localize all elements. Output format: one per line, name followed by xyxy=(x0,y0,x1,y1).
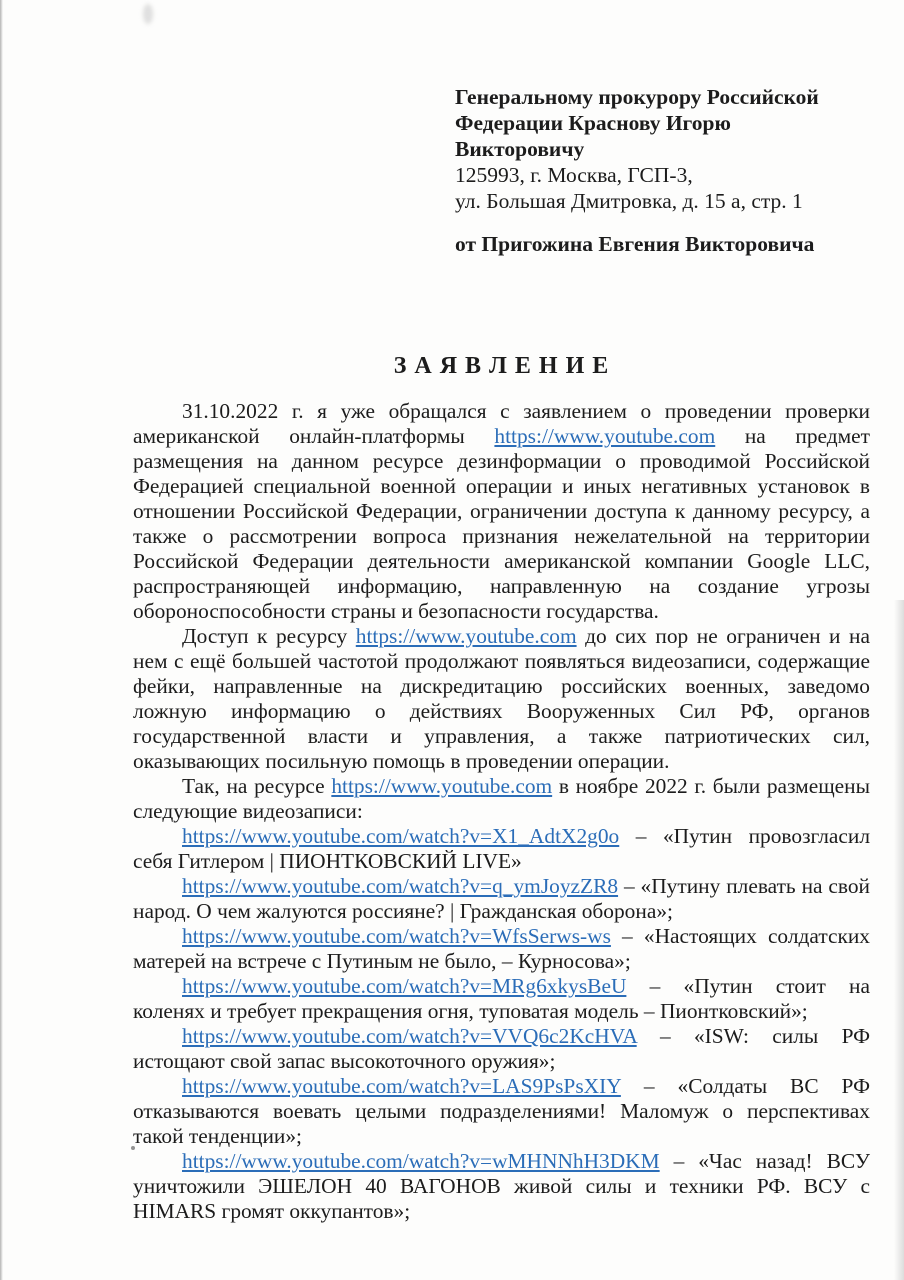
paragraph-1 xyxy=(133,399,870,624)
video-url-link[interactable]: https://www.youtube.com/watch?v=wMHNNhH3DKM xyxy=(182,1149,660,1173)
video-description: – «Путину плевать на свой народ. О чем жалуются россияне? | Гражданская оборона»; xyxy=(133,874,870,923)
youtube-link[interactable]: https://www.youtube.com xyxy=(494,424,716,448)
document-body xyxy=(133,399,870,1224)
video-url-link[interactable]: https://www.youtube.com/watch?v=MRg6xkysBeU xyxy=(182,974,627,998)
recipient-address-line: 125993, г. Москва, ГСП-3, xyxy=(455,163,693,187)
paragraph-3 xyxy=(133,774,870,824)
video-description: – «ISW: силы РФ истощают свой запас высокоточного оружия»; xyxy=(133,1024,870,1073)
recipient-block xyxy=(455,84,895,257)
video-description: – «Солдаты ВС РФ отказываются воевать целыми подразделениями! Маломуж о перспективах такой тенденции»; xyxy=(133,1074,870,1148)
video-item xyxy=(133,1149,870,1224)
video-url-link[interactable]: https://www.youtube.com/watch?v=q_ymJoyzZR8 xyxy=(182,874,619,898)
video-item xyxy=(133,924,870,974)
recipient-address-line: ул. Большая Дмитровка, д. 15 а, стр. 1 xyxy=(455,189,803,213)
video-url-link[interactable]: https://www.youtube.com/watch?v=WfsSerws-ws xyxy=(182,924,611,948)
video-item xyxy=(133,974,870,1024)
paragraph-2 xyxy=(133,624,870,774)
document-title: З А Я В Л Е Н И Е xyxy=(393,353,610,379)
video-item xyxy=(133,824,870,874)
video-url-link[interactable]: https://www.youtube.com/watch?v=VVQ6c2KcHVA xyxy=(182,1024,637,1048)
sender-line: от Пригожина Евгения Викторовича xyxy=(455,232,815,256)
video-item xyxy=(133,1024,870,1074)
video-description: – «Час назад! ВСУ уничтожили ЭШЕЛОН 40 ВАГОНОВ живой силы и техники РФ. ВСУ с HIMARS громят оккупантов»; xyxy=(133,1149,870,1223)
video-item xyxy=(133,1074,870,1149)
recipient-line: Федерации Краснову Игорю xyxy=(455,111,731,135)
scan-artifact-smudge xyxy=(143,4,153,24)
video-description: – «Настоящих солдатских матерей на встрече с Путиным не было, – Курносова»; xyxy=(133,924,870,973)
video-description: – «Путин стоит на коленях и требует прекращения огня, туповатая модель – Пионтковский»; xyxy=(133,974,870,1023)
video-url-link[interactable]: https://www.youtube.com/watch?v=X1_AdtX2g0o xyxy=(182,824,620,848)
video-item xyxy=(133,874,870,924)
paragraph-text: до сих пор не ограничен и на нем с ещё большей частотой продолжают появляться видеозаписи, содержащие фейки, направленные на дискредитацию российских военных, заведомо ложную информацию о действиях Вооруженных Сил РФ, органов государственной власти и управления, а также патриотических сил, оказывающих посильную помощь в проведении операции. xyxy=(133,624,870,773)
paragraph-text: Доступ к ресурсу xyxy=(182,624,356,648)
scan-artifact-right-edge xyxy=(894,600,904,1280)
recipient-line: Генеральному прокурору Российской xyxy=(455,85,819,109)
youtube-link[interactable]: https://www.youtube.com xyxy=(355,624,577,648)
recipient-line: Викторовичу xyxy=(455,137,585,161)
video-description: – «Путин провозгласил себя Гитлером | ПИОНТКОВСКИЙ LIVE» xyxy=(133,824,870,873)
scan-artifact-left-edge xyxy=(0,0,3,1280)
paragraph-text: Так, на ресурсе xyxy=(182,774,332,798)
video-url-link[interactable]: https://www.youtube.com/watch?v=LAS9PsPsXIY xyxy=(182,1074,621,1098)
youtube-link[interactable]: https://www.youtube.com xyxy=(331,774,553,798)
paragraph-text: 31.10.2022 г. я уже обращался с заявлением о проведении проверки американской онлайн-платформы xyxy=(133,399,870,448)
paragraph-text: в ноябре 2022 г. были размещены следующие видеозаписи: xyxy=(133,774,870,823)
paragraph-text: на предмет размещения на данном ресурсе дезинформации о проводимой Российской Федерацией специальной военной операции и иных негативных установок в отношении Российской Федерации, ограничении доступа к данному ресурсу, а также о рассмотрении вопроса признания нежелательной на территории Российской Федерации деятельности американской компании Google LLC, распространяющей информацию, направленную на создание угрозы обороноспособности страны и безопасности государства. xyxy=(133,424,870,623)
